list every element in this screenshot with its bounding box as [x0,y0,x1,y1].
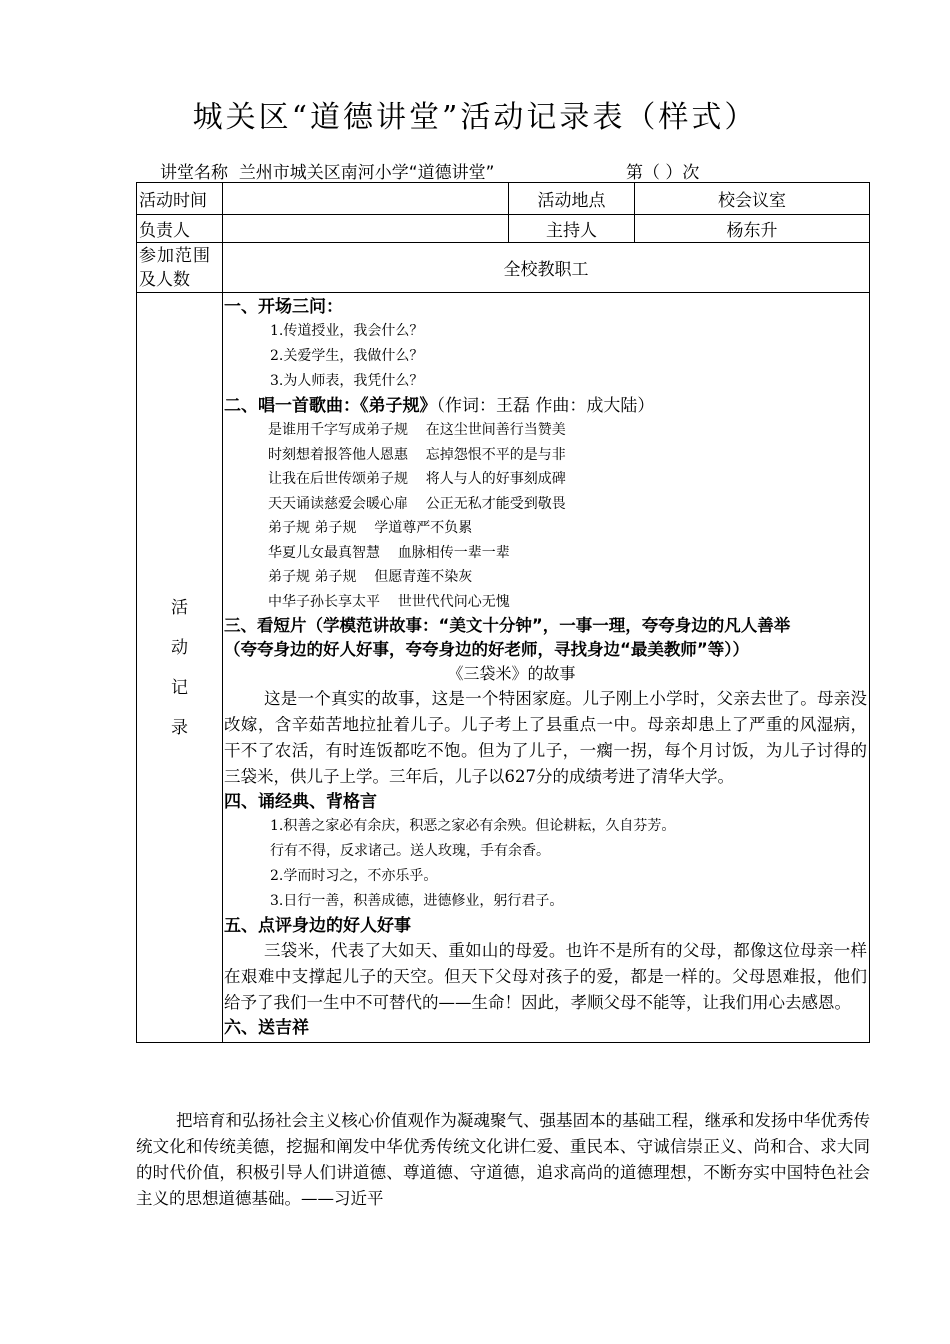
lyric-line: 让我在后世传颂弟子规 将人与人的好事刻成碑 [268,471,566,487]
record-label-char: 录 [171,717,188,738]
comment-text: 三袋米，代表了大如天、重如山的母爱。也许不是所有的父母，都像这位母亲一样在艰难中支撑起儿子的天空。但天下父母对孩子的爱，都是一样的。父母恩难报，他们给予了我们一生中不可替代的——生命！因此，孝顺父母不能等，让我们用心去感恩。 [224,941,867,1012]
list-item: 3.为人师表，我凭什么？ [270,373,424,389]
section-heading [224,394,869,418]
lyric-line: 天天诵读慈爱会暖心扉 公正无私才能受到敬畏 [268,495,566,512]
scope-label-line-1: 参加范围 [139,245,211,266]
record-label-char: 记 [171,677,188,698]
scope-label [137,243,223,293]
table-row [137,243,870,293]
page-title: 城关区“道德讲堂”活动记录表（样式） [192,100,758,135]
record-content [223,293,870,1043]
song-credits: （作词：王磊 作曲：成大陆） [436,396,655,416]
hall-name-line [160,158,494,183]
time-value [223,183,509,215]
host-label: 主持人 [509,215,635,243]
section-heading: 五、点评身边的好人好事 [224,916,411,936]
place-label: 活动地点 [509,183,635,215]
section-subheading: （夸夸身边的好人好事，夸夸身边的好老师，寻找身边“最美教师”等）） [224,640,749,659]
table-row [137,183,870,215]
place-value: 校会议室 [635,183,870,215]
record-label-char: 活 [171,597,188,618]
activity-record-table [136,182,870,1043]
list-item: 行有不得，反求诸己。送人玫瑰，手有余香。 [270,843,550,859]
song-heading: 二、唱一首歌曲：《弟子规》 [224,396,437,416]
scope-label-line-2: 及人数 [139,269,190,290]
story-title: 《三袋米》的故事 [447,664,576,683]
lyric-line: 中华子孙长享太平 世世代代问心无愧 [268,593,510,610]
list-item: 2.学而时习之，不亦乐乎。 [270,868,438,884]
section-heading: 三、看短片（学模范讲故事：“美文十分钟”，一事一理，夸夸身边的凡人善举 [224,616,791,635]
lyric-line: 弟子规 弟子规 但愿青莲不染灰 [268,569,473,585]
record-label-char: 动 [171,637,188,658]
footer-quote: 把培育和弘扬社会主义核心价值观作为凝魂聚气、强基固本的基础工程，继承和发扬中华优秀传统文化和传统美德，挖掘和阐发中华优秀传统文化讲仁爱、重民本、守诚信崇正义、尚和合、求大同的时代价值，积极引导人们讲道德、尊道德、守道德，追求高尚的道德理想，不断夯实中国特色社会主义的思想道德基础。——习近平 [136,1111,870,1208]
record-label [137,293,223,1043]
list-item: 2.关爱学生，我做什么？ [270,348,424,364]
list-item: 1.积善之家必有余庆，积恶之家必有余殃。但论耕耘，久自芬芳。 [270,818,676,834]
section-heading: 一、开场三问： [224,297,343,317]
lyric-line: 是谁用千字写成弟子规 在这尘世间善行当赞美 [268,422,566,438]
owner-label: 负责人 [137,215,223,243]
section-heading: 六、送吉祥 [224,1018,309,1038]
hall-label: 讲堂名称 [160,163,228,183]
hall-name: 兰州市城关区南河小学“道德讲堂” [238,163,495,183]
story-text: 这是一个真实的故事，这是一个特困家庭。儿子刚上小学时，父亲去世了。母亲没改嫁，含辛茹苦地拉扯着儿子。儿子考上了县重点一中。母亲却患上了严重的风湿病，干不了农活，有时连饭都吃不饱。但为了儿子，一瘸一拐，每个月讨饭，为儿子讨得的三袋米，供儿子上学。三年后，儿子以627分的成绩考进了清华大学。 [224,689,867,786]
list-item: 1.传道授业，我会什么？ [270,323,424,339]
scope-value: 全校教职工 [223,243,870,293]
host-value: 杨东升 [635,215,870,243]
lyric-line: 华夏儿女最真智慧 血脉相传一辈一辈 [268,544,510,561]
table-row [137,293,870,1043]
session-number: 第（ ）次 [626,163,700,183]
lyric-line: 时刻想着报答他人恩惠 忘掉怨恨不平的是与非 [268,446,566,463]
lyric-line: 弟子规 弟子规 学道尊严不负累 [268,520,473,536]
time-label: 活动时间 [137,183,223,215]
lecture-meta-row [160,158,860,182]
section-heading: 四、诵经典、背格言 [224,792,377,812]
table-row [137,215,870,243]
list-item: 3.日行一善，积善成德，进德修业，躬行君子。 [270,893,564,909]
owner-value [223,215,509,243]
